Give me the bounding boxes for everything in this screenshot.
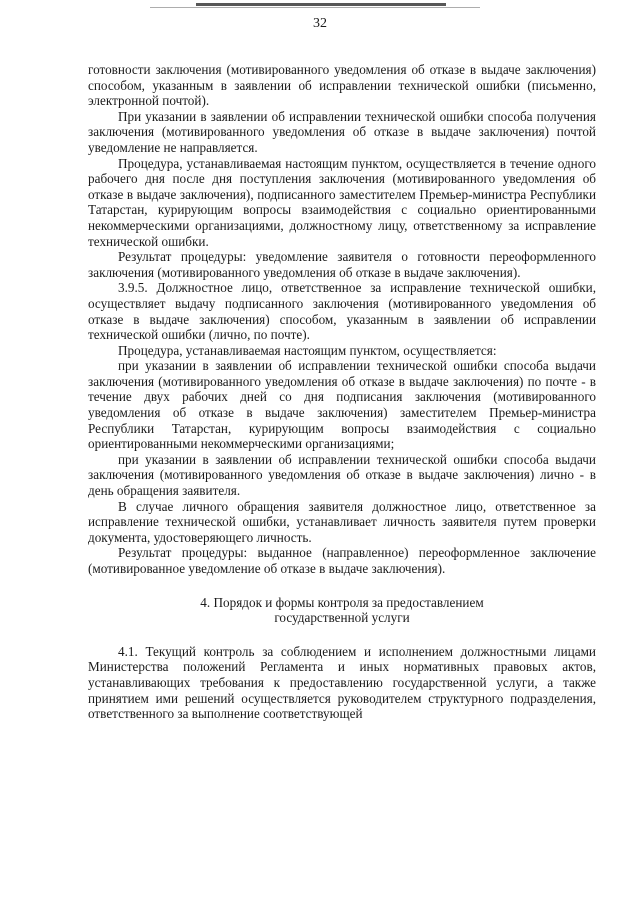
paragraph: Процедура, устанавливаемая настоящим пунктом, осуществляется: — [118, 342, 497, 358]
paragraph: В случае личного обращения заявителя должностное лицо, ответственное за исправление технической ошибки, устанавливает личность заявителя путем проверки документа, удостоверяющего личность. — [88, 498, 596, 545]
paragraph: готовности заключения (мотивированного уведомления об отказе в выдаче заключения) способом, указанным в заявлении об исправлении технической ошибки (письменно, электронной почтой). — [88, 62, 596, 109]
scan-artifact-line — [196, 3, 446, 6]
paragraph: 3.9.5. Должностное лицо, ответственное за исправление технической ошибки, осуществляет выдачу подписанного заключения (мотивированного уведомления об отказе в выдаче заключения) способом, указанным в заявлении об исправлении технической ошибки (лично, по почте). — [88, 280, 596, 343]
section-heading — [88, 595, 596, 626]
document-body — [88, 62, 596, 722]
paragraph: При указании в заявлении об исправлении технической ошибки способа получения заключения (мотивированного уведомления об отказе в выдаче заключения) почтой уведомление не направляется. — [88, 108, 596, 155]
paragraph: при указании в заявлении об исправлении технической ошибки способа выдачи заключения (мотивированного уведомления об отказе в выдаче заключения) по почте - в течение двух рабочих дней со дня подписания заключения (мотивированного уведомления об отказе в выдаче заключения) заместителем Премьер-министра Республики Татарстан, курирующим вопросы взаимодействия с социально ориентированными некоммерческими организациями; — [88, 358, 596, 452]
section-heading-line: 4. Порядок и формы контроля за предоставлением — [200, 594, 484, 610]
page-number: 32 — [313, 16, 327, 31]
section-heading-line: государственной услуги — [274, 610, 410, 626]
scan-artifact-line — [150, 7, 480, 8]
paragraph: Процедура, устанавливаемая настоящим пунктом, осуществляется в течение одного рабочего дня после дня поступления заключения (мотивированного уведомления об отказе в выдаче заключения), подписанного заместителем Премьер-министра Республики Татарстан, курирующим вопросы взаимодействия с социально ориентированными некоммерческими организациями, должностному лицу, ответственному за исправление технической ошибки. — [88, 155, 596, 249]
paragraph: Результат процедуры: выданное (направленное) переоформленное заключение (мотивированное уведомление об отказе в выдаче заключения). — [88, 545, 596, 576]
paragraph: при указании в заявлении об исправлении технической ошибки способа выдачи заключения (мотивированного уведомления об отказе в выдаче заключения) лично - в день обращения заявителя. — [88, 451, 596, 499]
paragraph: 4.1. Текущий контроль за соблюдением и исполнением должностными лицами Министерства положений Регламента и иных нормативных правовых актов, устанавливающих требования к предоставлению государственной услуги, а также принятием ими решений осуществляется руководителем структурного подразделения, ответственного за выполнение соответствующей — [88, 643, 596, 722]
paragraph: Результат процедуры: уведомление заявителя о готовности переоформленного заключения (мотивированного уведомления об отказе в выдаче заключения). — [88, 249, 596, 280]
